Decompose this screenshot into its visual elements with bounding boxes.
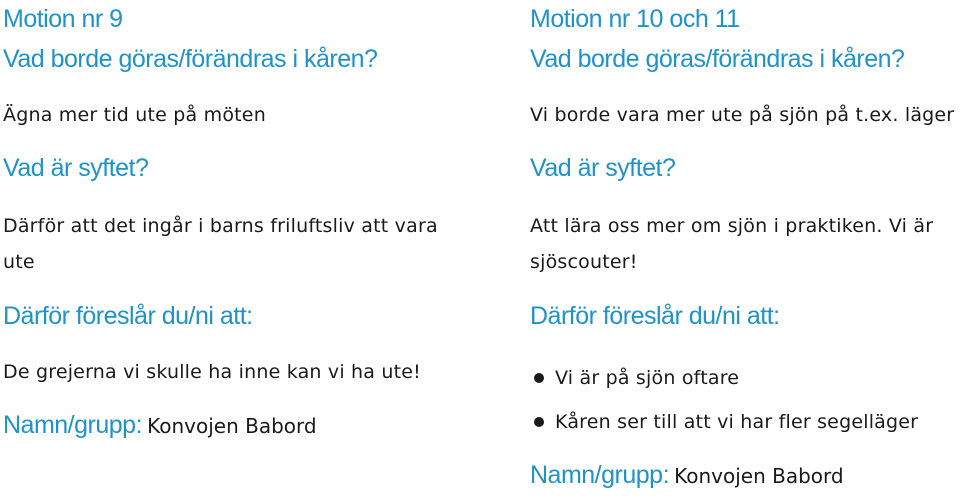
proposal-heading: Därför föreslår du/ni att:: [3, 302, 253, 330]
motion-title: Motion nr 10 och 11: [530, 5, 740, 33]
purpose-answer-line-1: Därför att det ingår i barns friluftsliv att vara: [3, 215, 438, 237]
proposal-bullet-text: Kåren ser till att vi har fler segelläger: [555, 411, 919, 433]
proposal-bullet-item: [555, 410, 918, 434]
proposal-bullet-item: [555, 366, 739, 390]
name-group-line: [530, 460, 844, 490]
name-group-line: [3, 410, 317, 440]
motion-title: Motion nr 9: [3, 5, 123, 33]
proposal-heading: Därför föreslår du/ni att:: [530, 302, 780, 330]
name-group-label: Namn/grupp:: [530, 461, 670, 489]
name-group-value: Konvojen Babord: [147, 414, 317, 438]
proposal-answer: De grejerna vi skulle ha inne kan vi ha ute!: [3, 361, 421, 383]
name-group-value: Konvojen Babord: [674, 464, 844, 488]
purpose-answer-line-2: sjöscouter!: [530, 251, 638, 273]
purpose-heading: Vad är syftet?: [530, 154, 676, 182]
question-heading: Vad borde göras/förändras i kåren?: [530, 45, 905, 73]
bullet-dot-icon: [534, 417, 544, 427]
question-heading: Vad borde göras/förändras i kåren?: [3, 45, 378, 73]
bullet-dot-icon: [534, 373, 544, 383]
question-answer: Vi borde vara mer ute på sjön på t.ex. läger: [530, 104, 955, 126]
purpose-heading: Vad är syftet?: [3, 154, 149, 182]
name-group-label: Namn/grupp:: [3, 411, 143, 439]
purpose-answer-line-2: ute: [3, 251, 35, 273]
question-answer: Ägna mer tid ute på möten: [3, 104, 266, 126]
proposal-bullet-text: Vi är på sjön oftare: [555, 367, 740, 389]
purpose-answer-line-1: Att lära oss mer om sjön i praktiken. Vi är: [530, 215, 934, 237]
